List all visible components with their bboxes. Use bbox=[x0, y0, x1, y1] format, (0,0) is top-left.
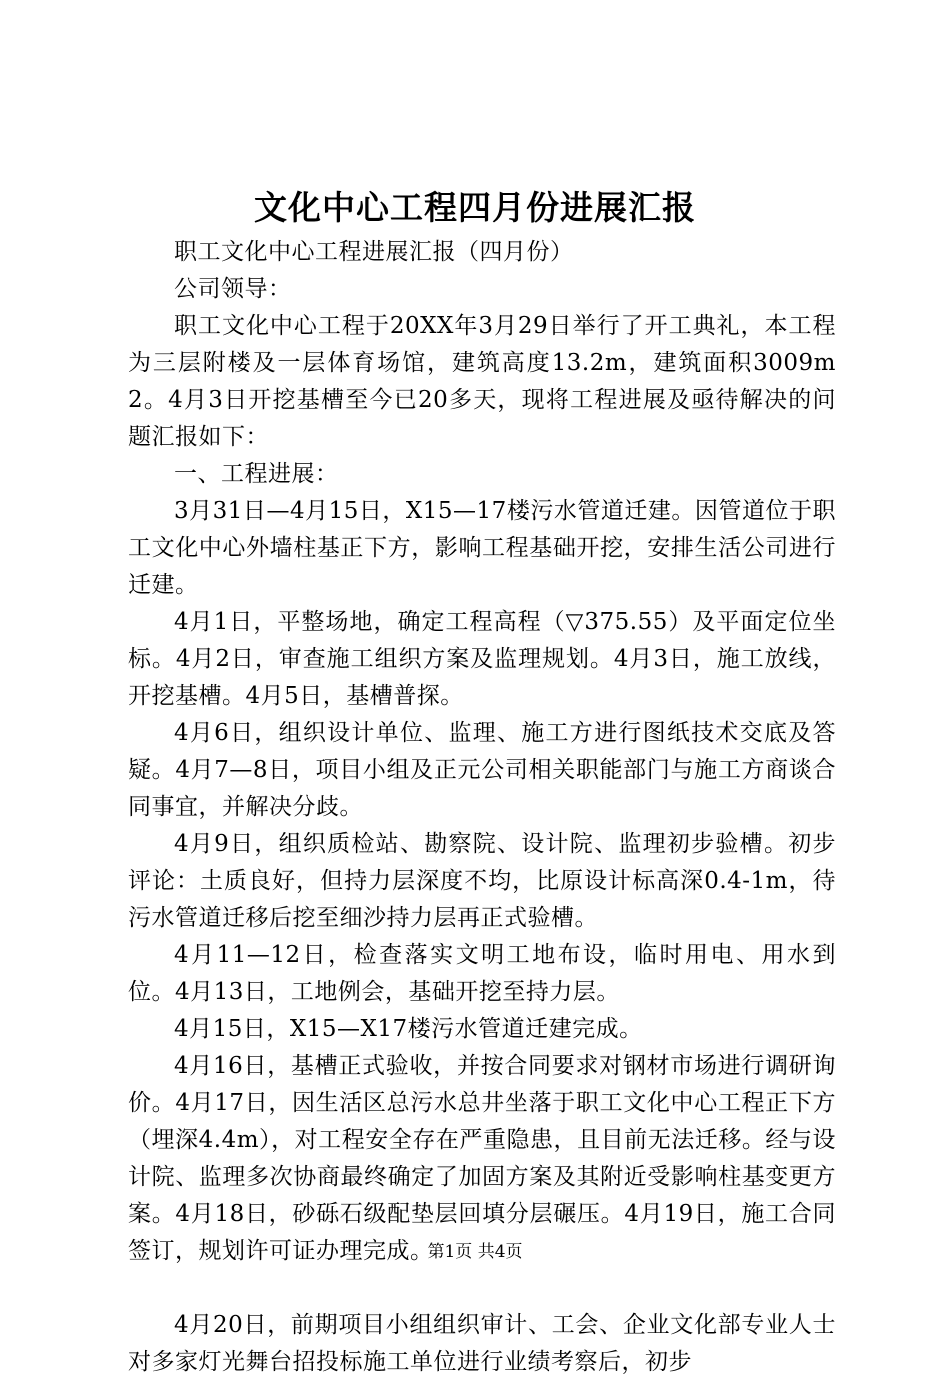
document-title: 文化中心工程四月份进展汇报 bbox=[254, 188, 696, 227]
intro-paragraph: 职工文化中心工程于20XX年3月29日举行了开工典礼，本工程为三层附楼及一层体育场馆，建筑高度13.2m，建筑面积3009m2。4月3日开挖基槽至今已20多天，现将工程进展及亟待解决的问题汇报如下： bbox=[128, 313, 836, 450]
body-paragraph: 4月1日，平整场地，确定工程高程（▽375.55）及平面定位坐标。4月2日，审查施工组织方案及监理规划。4月3日，施工放线，开挖基槽。4月5日，基槽普探。 bbox=[128, 609, 836, 709]
body-paragraph: 4月16日，基槽正式验收，并按合同要求对钢材市场进行调研询价。4月17日，因生活区总污水总井坐落于职工文化中心工程正下方（埋深4.4m），对工程安全存在严重隐患，且目前无法迁移。经与设计院、监理多次协商最终确定了加固方案及其附近受影响柱基变更方案。4月18日，砂砾石级配垫层回填分层碾压。4月19日，施工合同签订，规划许可证办理完成。 bbox=[128, 1053, 836, 1264]
body-paragraph: 4月11—12日，检查落实文明工地布设，临时用电、用水到位。4月13日，工地例会，基础开挖至持力层。 bbox=[128, 942, 836, 1005]
body-paragraph: 4月20日，前期项目小组组织审计、工会、企业文化部专业人士对多家灯光舞台招投标施工单位进行业绩考察后，初步 bbox=[128, 1312, 836, 1375]
salutation: 公司领导： bbox=[174, 276, 292, 302]
page-footer: 第1页 共4页 bbox=[427, 1242, 523, 1262]
document-body bbox=[128, 234, 836, 1381]
body-paragraph: 4月6日，组织设计单位、监理、施工方进行图纸技术交底及答疑。4月7—8日，项目小组及正元公司相关职能部门与施工方商谈合同事宜，并解决分歧。 bbox=[128, 720, 836, 820]
report-subtitle: 职工文化中心工程进展汇报（四月份） bbox=[174, 239, 574, 265]
body-paragraph: 4月15日，X15—X17楼污水管道迁建完成。 bbox=[174, 1016, 643, 1042]
section-heading-progress: 一、工程进展： bbox=[174, 461, 339, 487]
body-paragraph: 4月9日，组织质检站、勘察院、设计院、监理初步验槽。初步评论：土质良好，但持力层深度不均，比原设计标高深0.4-1m，待污水管道迁移后挖至细沙持力层再正式验槽。 bbox=[128, 831, 836, 931]
body-paragraph: 3月31日—4月15日，X15—17楼污水管道迁建。因管道位于职工文化中心外墙柱基正下方，影响工程基础开挖，安排生活公司进行迁建。 bbox=[128, 498, 836, 598]
